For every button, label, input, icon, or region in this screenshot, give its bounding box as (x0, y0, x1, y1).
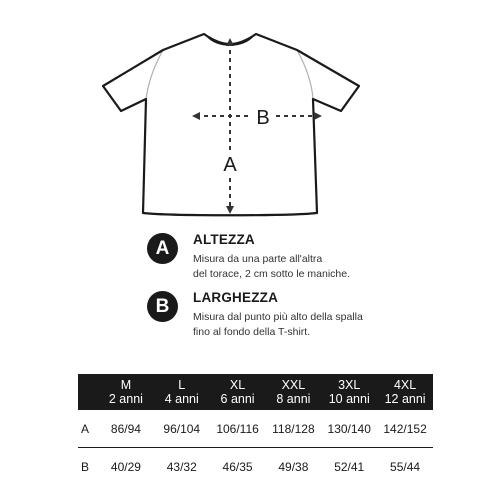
row-label: B (81, 459, 90, 474)
table-cell: 43/32 (166, 459, 197, 474)
size-header-cell (98, 374, 154, 410)
badge-a: A (147, 233, 178, 264)
size-age: 6 anni (220, 392, 255, 406)
legend-description-line: fino al fondo della T-shirt. (193, 326, 311, 338)
legend-description-line: del torace, 2 cm sotto le maniche. (193, 268, 350, 280)
badge-b: B (147, 291, 178, 322)
legend-title: LARGHEZZA (193, 290, 279, 305)
row-label: A (78, 410, 98, 448)
size-header-cell (210, 374, 266, 410)
table-cell: 86/94 (98, 410, 154, 448)
table-row (78, 410, 433, 448)
size-name: 4XL (393, 378, 417, 392)
table-cell: 118/128 (265, 410, 321, 448)
size-table-header-row (78, 374, 433, 410)
table-cell: 40/29 (110, 459, 141, 474)
table-cell: 46/35 (222, 459, 253, 474)
size-name: 3XL (338, 378, 361, 392)
table-cell: 106/116 (210, 410, 266, 448)
legend-description (193, 310, 443, 340)
size-age: 4 anni (164, 392, 199, 406)
table-cell: 96/104 (154, 410, 210, 448)
size-header-cell (265, 374, 321, 410)
legend-description (193, 252, 443, 282)
size-age: 8 anni (276, 392, 311, 406)
size-name: XXL (281, 378, 306, 392)
tshirt-measurement-diagram (0, 0, 500, 225)
size-age: 12 anni (384, 392, 426, 406)
legend-item-altezza (147, 230, 447, 280)
measure-label-a: A (223, 154, 237, 176)
table-cell: 130/140 (321, 410, 377, 448)
size-table (78, 374, 433, 485)
legend-item-larghezza (147, 288, 447, 338)
table-cell: 142/152 (377, 410, 433, 448)
size-name: L (178, 378, 186, 392)
table-cell: 49/38 (278, 459, 309, 474)
size-name: M (120, 378, 132, 392)
size-header-cell (154, 374, 210, 410)
size-table-corner (78, 374, 98, 410)
legend-description-line: Misura da una parte all'altra (193, 253, 323, 265)
legend-title: ALTEZZA (193, 232, 255, 247)
table-cell: 52/41 (334, 459, 365, 474)
measure-label-b: B (256, 107, 270, 129)
size-header-cell (377, 374, 433, 410)
table-row (78, 448, 433, 486)
size-header-cell (321, 374, 377, 410)
size-age: 2 anni (108, 392, 143, 406)
size-age: 10 anni (328, 392, 370, 406)
size-name: XL (229, 378, 246, 392)
legend-description-line: Misura dal punto più alto della spalla (193, 311, 363, 323)
table-cell: 55/44 (390, 459, 421, 474)
